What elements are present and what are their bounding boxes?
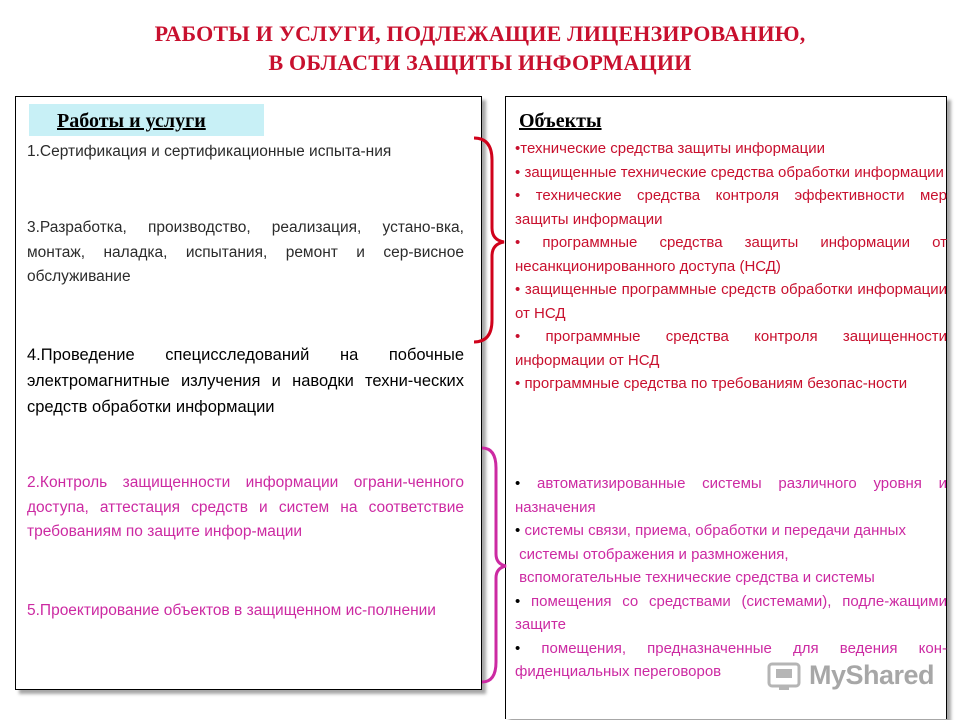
object-item: • программные средства по требованиям безопас-ности xyxy=(515,375,908,392)
object-item: • системы связи, приема, обработки и передачи данных xyxy=(515,522,906,539)
page-title-line-1: РАБОТЫ И УСЛУГИ, ПОДЛЕЖАЩИЕ ЛИЦЕНЗИРОВАНИЮ, xyxy=(154,21,806,46)
object-item: •технические средства защиты информации xyxy=(515,140,825,157)
object-item: вспомогательные технические средства и системы xyxy=(519,569,875,586)
services-header: Работы и услуги xyxy=(57,110,206,132)
object-item: • технические средства контроля эффективности мер защиты информации xyxy=(515,187,947,228)
service-item-1: 1.Сертификация и сертификационные испыта-ния xyxy=(27,143,392,160)
object-item: системы отображения и размножения, xyxy=(519,545,789,563)
page-title-line-2: В ОБЛАСТИ ЗАЩИТЫ ИНФОРМАЦИИ xyxy=(268,50,692,75)
object-item: • защищенные технические средства обработки информации xyxy=(515,163,944,181)
objects-header: Объекты xyxy=(519,110,602,132)
object-item: • автоматизированные системы различного уровня и назначения xyxy=(515,475,947,516)
service-item-4: 4.Проведение специсследований на побочные электромагнитные излучения и наводки техни-ческих средств обработки информации xyxy=(27,346,464,416)
object-item: • программные средства контроля защищенности информации от НСД xyxy=(515,328,947,369)
objects-group-2 xyxy=(515,472,947,684)
objects-group-1 xyxy=(515,137,947,396)
object-item: • программные средства защиты информации от несанкционированного доступа (НСД) xyxy=(515,234,947,275)
object-item: • помещения со средствами (системами), подле-жащими защите xyxy=(515,592,947,633)
red-bracket xyxy=(470,136,510,346)
magenta-bracket xyxy=(478,446,510,684)
object-item: • помещения, предназначенные для ведения кон-фиденциальных переговоров xyxy=(515,639,947,680)
service-item-2: 2.Контроль защищенности информации ограни-ченного доступа, аттестация средств и систем на соответствие требованиям по защите инфор-мации xyxy=(27,474,464,540)
watermark-text: MyShared xyxy=(809,660,935,690)
service-item-3: 3.Разработка, производство, реализация, устано-вка, монтаж, наладка, испытания, ремонт и сер-висное обслуживание xyxy=(27,219,464,285)
service-item-5: 5.Проектирование объектов в защищенном ис-полнении xyxy=(27,602,436,619)
object-item: • защищенные программные средств обработки информации от НСД xyxy=(515,281,948,322)
